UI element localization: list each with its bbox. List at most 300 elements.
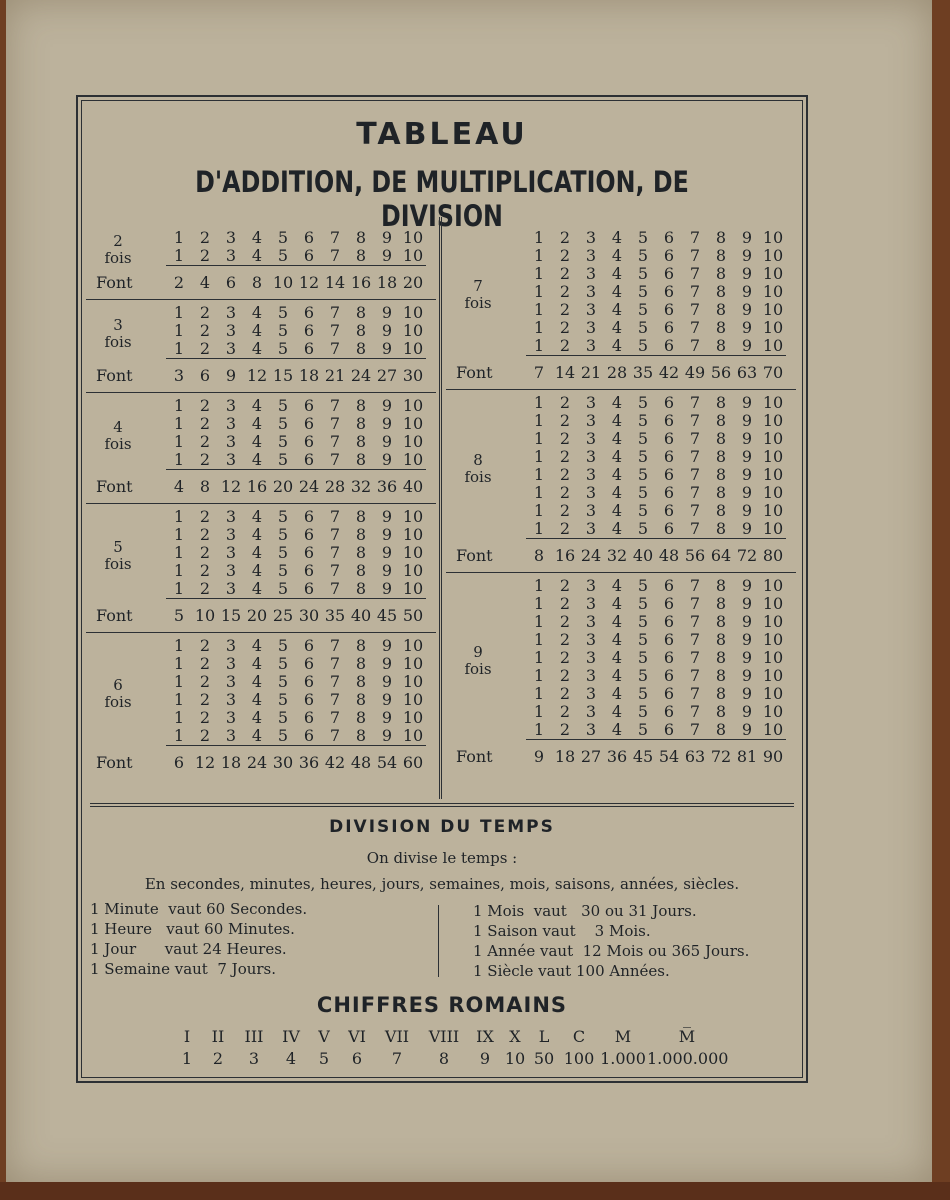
digit-cell: 4 [611,648,623,667]
digit-cell: 1 [173,228,185,247]
digit-cell: 5 [277,507,289,526]
digit-cell: 6 [663,702,675,721]
digit-cell: 7 [329,303,341,322]
digit-cell: 2 [559,264,571,283]
digit-cell: 8 [715,411,727,430]
digit-cell: 2 [199,579,211,598]
result-cell: 20 [402,272,424,292]
digit-cell: 7 [329,579,341,598]
result-cell: 32 [606,545,628,565]
digit-cell: 9 [741,264,753,283]
digit-cell: 3 [225,543,237,562]
digit-cell: 4 [251,543,263,562]
result-cell: 63 [684,746,706,766]
result-cell: 8 [533,545,545,565]
digit-cell: 3 [585,501,597,520]
result-cell: 14 [324,272,346,292]
digit-cell: 8 [715,720,727,739]
digit-cell: 9 [381,690,393,709]
digit-cell: 5 [277,579,289,598]
digit-cell: 6 [303,507,315,526]
digit-cell: 10 [762,300,784,319]
digit-cell: 6 [663,411,675,430]
digit-cell: 10 [402,726,424,745]
digit-cell: 7 [329,246,341,265]
digit-cell: 2 [199,246,211,265]
digit-cell: 4 [611,300,623,319]
digit-cell: 2 [559,501,571,520]
digit-cell: 8 [715,519,727,538]
digit-row [526,247,786,265]
digit-row [166,415,426,433]
digit-cell: 6 [663,666,675,685]
result-cell: 90 [762,746,784,766]
digit-cell: 2 [199,654,211,673]
digit-cell: 6 [303,543,315,562]
left-tables-column [86,225,436,779]
digit-cell: 6 [303,321,315,340]
result-cell: 35 [632,362,654,382]
digit-row [166,526,426,544]
table-block [446,390,796,573]
result-cell: 50 [402,605,424,625]
digit-row [526,394,786,412]
digit-cell: 9 [741,318,753,337]
digit-cell: 10 [402,228,424,247]
result-cell: 25 [272,605,294,625]
digit-cell: 7 [689,264,701,283]
digit-cell: 9 [741,447,753,466]
result-cell: 54 [658,746,680,766]
result-cell: 3 [173,365,185,385]
arabic-numeral: 50 [533,1049,555,1068]
digit-cell: 1 [173,321,185,340]
result-cell: 20 [246,605,268,625]
digit-cell: 9 [381,246,393,265]
digit-cell: 1 [533,411,545,430]
digit-row [166,451,426,470]
digit-cell: 6 [303,246,315,265]
result-cell: 10 [194,605,216,625]
digit-cell: 8 [715,465,727,484]
result-cell: 20 [272,476,294,496]
arabic-numeral: 8 [438,1049,450,1068]
digit-row [166,304,426,322]
table-label: 4 fois [104,418,132,453]
digit-cell: 3 [225,561,237,580]
digit-cell: 7 [689,300,701,319]
digit-cell: 2 [199,672,211,691]
result-cell: 16 [246,476,268,496]
digit-row [166,247,426,266]
digit-cell: 5 [637,720,649,739]
digit-cell: 6 [303,561,315,580]
digit-cell: 7 [329,339,341,358]
digit-cell: 9 [381,525,393,544]
digit-cell: 9 [381,726,393,745]
font-row [446,743,786,769]
digit-cell: 1 [173,525,185,544]
digit-cell: 10 [762,228,784,247]
digit-cell: 6 [663,282,675,301]
digit-cell: 7 [689,465,701,484]
digit-cell: 1 [533,576,545,595]
result-cell: 80 [762,545,784,565]
digit-cell: 3 [225,414,237,433]
equivalence-divider [438,905,439,977]
font-label: Font [96,476,133,496]
result-cell: 21 [324,365,346,385]
digit-cell: 10 [762,483,784,502]
digit-cell: 9 [741,429,753,448]
digit-cell: 1 [173,561,185,580]
digit-cell: 5 [277,561,289,580]
digit-cell: 6 [663,648,675,667]
result-cell: 15 [220,605,242,625]
digit-cell: 7 [329,672,341,691]
digit-cell: 7 [689,612,701,631]
digit-cell: 8 [715,246,727,265]
digit-cell: 10 [762,594,784,613]
digit-cell: 7 [329,690,341,709]
digit-cell: 9 [381,654,393,673]
digit-cell: 2 [559,282,571,301]
digit-cell: 5 [637,684,649,703]
digit-cell: 1 [533,282,545,301]
digit-cell: 1 [533,720,545,739]
digit-cell: 5 [637,228,649,247]
font-row [86,749,426,775]
equivalence-line: 1 Siècle vaut 100 Années. [473,962,670,980]
digit-cell: 9 [381,507,393,526]
table-block [86,504,436,633]
digit-cell: 1 [173,414,185,433]
digit-cell: 2 [559,519,571,538]
digit-cell: 8 [715,648,727,667]
digit-cell: 2 [199,561,211,580]
digit-cell: 8 [355,303,367,322]
digit-row [166,229,426,247]
result-cell: 8 [251,272,263,292]
digit-cell: 5 [637,318,649,337]
digit-cell: 10 [762,666,784,685]
result-cell: 30 [402,365,424,385]
digit-cell: 10 [762,393,784,412]
digit-cell: 9 [741,336,753,355]
digit-cell: 5 [637,594,649,613]
digit-cell: 5 [637,702,649,721]
digit-cell: 2 [559,594,571,613]
digit-cell: 1 [173,636,185,655]
table-label: 7 fois [464,277,492,312]
digit-cell: 4 [251,228,263,247]
digit-cell: 4 [251,303,263,322]
digit-cell: 2 [199,690,211,709]
digit-cell: 4 [251,321,263,340]
digit-cell: 5 [277,321,289,340]
digit-cell: 6 [663,501,675,520]
digit-cell: 3 [225,321,237,340]
digit-cell: 10 [762,282,784,301]
digit-cell: 3 [225,654,237,673]
digit-cell: 4 [611,501,623,520]
digit-cell: 1 [533,648,545,667]
digit-row [526,448,786,466]
digit-cell: 8 [715,612,727,631]
digit-cell: 8 [715,576,727,595]
roman-numeral: M [614,1027,632,1046]
digit-cell: 5 [277,525,289,544]
roman-numeral: C [572,1027,586,1046]
result-cell: 21 [580,362,602,382]
result-cell: 42 [324,752,346,772]
digit-cell: 9 [381,672,393,691]
digit-cell: 10 [402,339,424,358]
digit-cell: 7 [689,318,701,337]
digit-cell: 3 [585,336,597,355]
result-cell: 9 [225,365,237,385]
digit-cell: 10 [402,654,424,673]
digit-cell: 4 [611,594,623,613]
digit-cell: 8 [355,339,367,358]
table-label: 9 fois [464,643,492,678]
digit-cell: 10 [762,264,784,283]
digit-cell: 5 [637,501,649,520]
digit-cell: 3 [585,702,597,721]
result-cell: 10 [272,272,294,292]
result-cell: 6 [173,752,185,772]
digit-cell: 7 [689,336,701,355]
digit-cell: 8 [355,708,367,727]
right-tables-column [446,225,796,773]
digit-cell: 3 [585,519,597,538]
digit-cell: 9 [381,303,393,322]
digit-cell: 5 [277,636,289,655]
result-cell: 49 [684,362,706,382]
digit-cell: 8 [715,264,727,283]
digit-cell: 6 [663,246,675,265]
digit-cell: 10 [762,576,784,595]
digit-cell: 10 [402,708,424,727]
arabic-numeral: 100 [563,1049,595,1068]
digit-row [526,484,786,502]
digit-cell: 3 [585,264,597,283]
digit-cell: 1 [173,672,185,691]
digit-cell: 9 [381,561,393,580]
digit-cell: 10 [762,501,784,520]
digit-cell: 8 [715,666,727,685]
digit-cell: 7 [689,483,701,502]
digit-cell: 6 [303,228,315,247]
digit-cell: 2 [199,708,211,727]
digit-cell: 4 [611,393,623,412]
digit-cell: 9 [741,501,753,520]
digit-cell: 2 [559,465,571,484]
result-cell: 42 [658,362,680,382]
digit-cell: 3 [585,318,597,337]
digit-cell: 7 [329,654,341,673]
digit-cell: 3 [585,411,597,430]
arabic-numeral: 4 [285,1049,297,1068]
roman-numeral: VII [384,1027,410,1046]
digit-cell: 6 [663,465,675,484]
digit-cell: 1 [533,246,545,265]
roman-numeral: VIII [428,1027,460,1046]
result-cell: 40 [350,605,372,625]
arabic-numeral: 7 [391,1049,403,1068]
digit-cell: 6 [663,300,675,319]
digit-cell: 3 [585,228,597,247]
digit-row [166,637,426,655]
result-cell: 9 [533,746,545,766]
equivalences-right [473,901,749,981]
digit-cell: 3 [225,396,237,415]
digit-cell: 9 [381,396,393,415]
digit-cell: 7 [689,594,701,613]
digit-cell: 10 [402,525,424,544]
digit-cell: 5 [637,429,649,448]
result-cell: 24 [580,545,602,565]
digit-cell: 7 [329,543,341,562]
digit-row [526,631,786,649]
digit-cell: 6 [303,654,315,673]
digit-row [526,685,786,703]
arabic-numeral: 10 [504,1049,526,1068]
digit-cell: 6 [303,396,315,415]
digit-cell: 10 [402,561,424,580]
digit-cell: 1 [173,339,185,358]
result-cell: 81 [736,746,758,766]
digit-cell: 4 [251,246,263,265]
result-cell: 12 [246,365,268,385]
digit-cell: 7 [689,246,701,265]
digit-row [526,613,786,631]
result-cell: 24 [298,476,320,496]
table-block [446,573,796,773]
digit-cell: 10 [762,429,784,448]
digit-cell: 10 [402,543,424,562]
digit-cell: 9 [741,576,753,595]
result-cell: 36 [376,476,398,496]
table-label: 3 fois [104,316,132,351]
digit-cell: 9 [381,321,393,340]
result-cell: 30 [298,605,320,625]
digit-cell: 5 [277,654,289,673]
equivalences-left [90,899,307,979]
digit-cell: 9 [741,411,753,430]
digit-cell: 4 [611,684,623,703]
digit-cell: 3 [585,246,597,265]
digit-cell: 1 [173,708,185,727]
digit-cell: 4 [251,708,263,727]
digit-cell: 1 [533,465,545,484]
digit-cell: 7 [329,396,341,415]
roman-numeral: VI [348,1027,366,1046]
digit-cell: 10 [762,684,784,703]
digit-cell: 9 [381,708,393,727]
digit-cell: 6 [663,264,675,283]
digit-row [166,562,426,580]
page-edge [0,1182,950,1200]
digit-cell: 10 [762,720,784,739]
digit-row [166,322,426,340]
digit-cell: 7 [689,576,701,595]
result-cell: 18 [298,365,320,385]
result-cell: 72 [710,746,732,766]
digit-cell: 7 [689,702,701,721]
digit-cell: 6 [303,579,315,598]
digit-row [526,229,786,247]
digit-cell: 2 [199,228,211,247]
digit-cell: 9 [741,282,753,301]
digit-row [526,319,786,337]
digit-cell: 1 [533,447,545,466]
digit-cell: 4 [611,318,623,337]
result-cell: 6 [199,365,211,385]
digit-cell: 8 [715,447,727,466]
digit-cell: 5 [637,612,649,631]
digit-cell: 8 [715,228,727,247]
digit-cell: 10 [402,246,424,265]
digit-cell: 7 [329,321,341,340]
digit-row [166,727,426,746]
digit-cell: 9 [381,414,393,433]
digit-cell: 8 [355,525,367,544]
digit-cell: 7 [689,429,701,448]
digit-cell: 6 [303,432,315,451]
digit-cell: 2 [559,318,571,337]
digit-row [526,595,786,613]
digit-cell: 1 [173,432,185,451]
digit-row [526,502,786,520]
digit-cell: 8 [715,336,727,355]
roman-numeral: V [318,1027,330,1046]
table-frame [76,95,808,1083]
font-row [446,359,786,385]
digit-cell: 8 [715,282,727,301]
result-cell: 14 [554,362,576,382]
digit-cell: 8 [355,543,367,562]
equivalence-line: 1 Minute vaut 60 Secondes. [90,900,308,918]
digit-cell: 3 [585,300,597,319]
digit-cell: 1 [533,594,545,613]
font-row [86,269,426,295]
font-row [86,602,426,628]
digit-cell: 4 [611,720,623,739]
result-cell: 40 [402,476,424,496]
digit-cell: 8 [715,501,727,520]
digit-cell: 9 [741,246,753,265]
digit-cell: 3 [225,507,237,526]
digit-cell: 2 [199,414,211,433]
digit-cell: 9 [741,393,753,412]
equivalence-line: 1 Mois vaut 30 ou 31 Jours. [473,902,697,920]
digit-cell: 2 [199,321,211,340]
digit-cell: 10 [402,672,424,691]
digit-cell: 1 [533,501,545,520]
digit-cell: 5 [277,246,289,265]
section-divider [90,803,794,807]
digit-cell: 4 [611,666,623,685]
digit-row [166,655,426,673]
digit-cell: 4 [251,690,263,709]
digit-cell: 9 [741,465,753,484]
digit-cell: 5 [277,450,289,469]
result-cell: 6 [225,272,237,292]
digit-cell: 5 [277,690,289,709]
digit-cell: 4 [611,246,623,265]
digit-cell: 3 [585,684,597,703]
